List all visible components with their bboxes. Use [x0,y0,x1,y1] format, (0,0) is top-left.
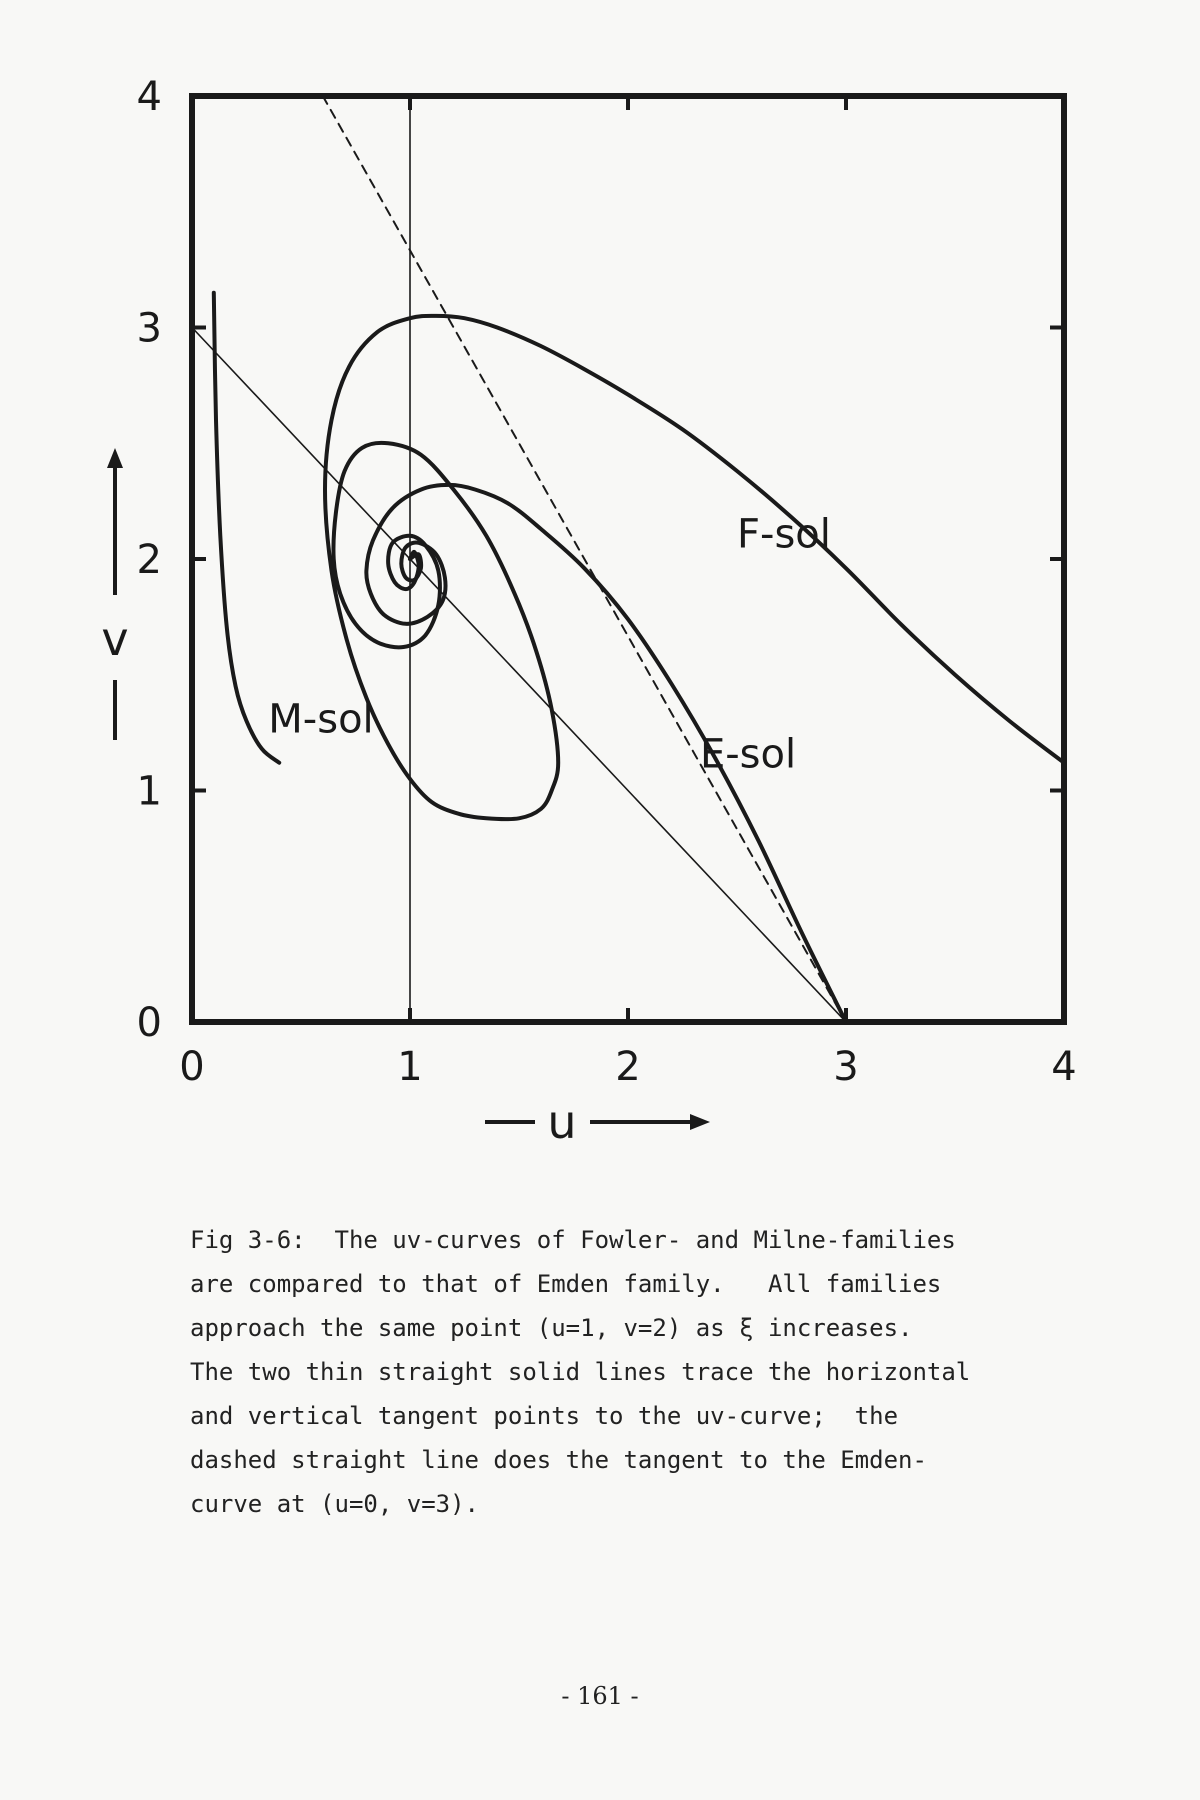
y-tick-label: 2 [136,537,162,583]
y-axis-label-group [101,448,128,740]
x-tick-label: 1 [397,1044,423,1090]
x-tick-label: 4 [1051,1044,1077,1090]
plot-frame [192,96,1064,1022]
series-line-thin-solid-3 [192,328,846,1023]
caption-line: and vertical tangent points to the uv-curve; the [190,1402,899,1430]
y-tick-label: 0 [136,1000,162,1046]
caption-line: The two thin straight solid lines trace the horizontal [190,1358,971,1386]
y-tick-label: 3 [136,305,162,352]
x-axis-label-group [485,1095,710,1149]
x-axis-label: u [547,1095,577,1149]
figure-caption [190,1218,1090,1526]
curve-label-m-sol: M-sol [268,696,374,743]
x-axis-arrow-head [690,1114,710,1130]
x-tick-label: 3 [833,1044,859,1090]
y-tick-label: 1 [136,768,162,815]
tick-labels [137,74,1077,1090]
series-line-f-sol [325,316,1064,819]
y-axis-label: v [101,612,129,666]
series-line-m-sol [214,293,279,763]
curve-labels [268,511,831,777]
caption-line: dashed straight line does the tangent to the Emden- [190,1446,927,1474]
caption-line: approach the same point (u=1, v=2) as ξ increases. [190,1314,913,1342]
curve-label-e-sol: E-sol [699,731,797,778]
caption-line: curve at (u=0, v=3). [190,1490,479,1518]
caption-line: are compared to that of Emden family. All families [190,1270,942,1298]
caption-line: Fig 3-6: The uv-curves of Fowler- and Milne-families [190,1226,956,1254]
x-tick-label: 2 [615,1044,641,1090]
axis-ticks [192,96,1064,1022]
y-tick-label: 4 [136,74,162,120]
series-layer [192,96,1064,1022]
y-axis-arrow-head [107,448,123,468]
x-tick-label: 0 [179,1044,205,1090]
page-number: - 161 - [561,1682,639,1710]
curve-label-f-sol: F-sol [737,511,831,558]
